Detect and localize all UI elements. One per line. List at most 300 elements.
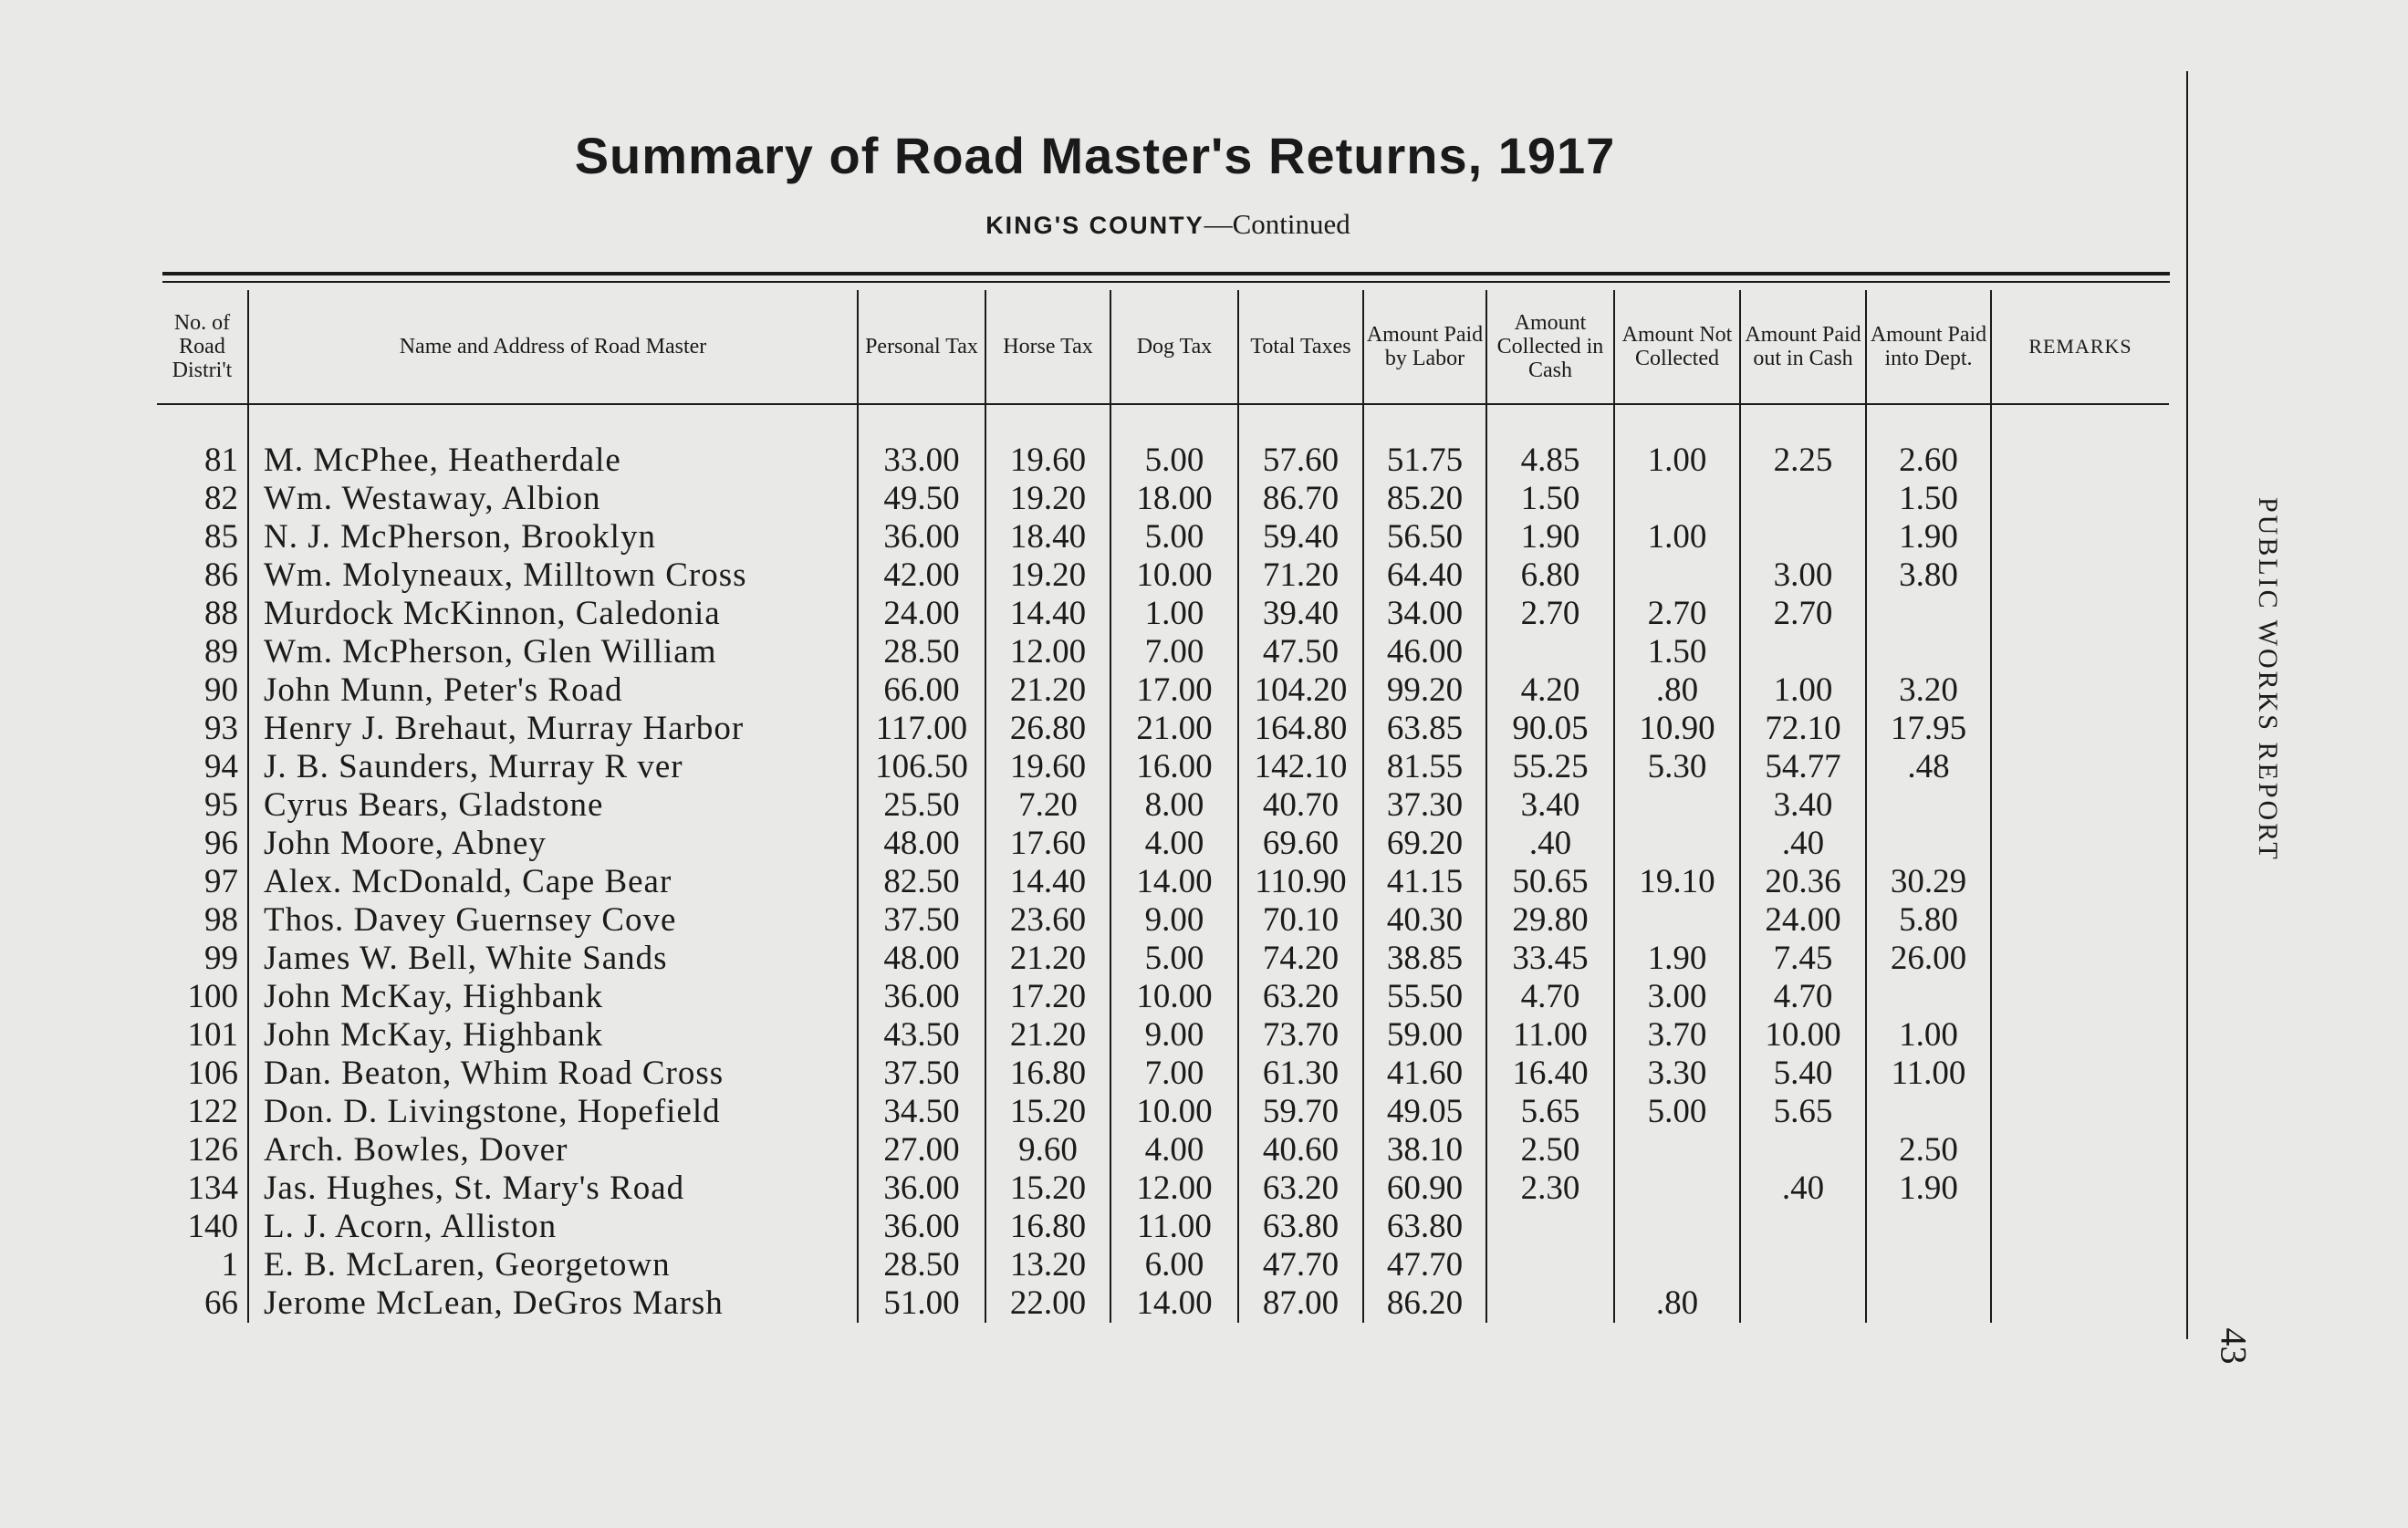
remarks-cell [1991,748,2169,786]
paid-by-labor-cell: 60.90 [1363,1169,1486,1208]
total-taxes-cell: 69.60 [1238,825,1363,863]
horse-tax-cell: 18.40 [985,518,1110,556]
district-number-cell: 90 [204,671,238,709]
horse-tax-cell: 15.20 [985,1093,1110,1131]
paid-out-in-cash-cell: .40 [1740,825,1866,863]
district-number-cell: 95 [204,786,238,824]
table-row [157,595,2169,633]
col-paid-into-dept-header: Amount Paid into Dept. [1866,290,1991,404]
total-taxes-cell: 86.70 [1238,480,1363,518]
horse-tax-cell: 26.80 [985,710,1110,748]
col-personal-tax-header: Personal Tax [858,290,985,404]
not-collected-cell [1614,786,1740,825]
district-number-cell: 82 [204,480,238,517]
table-row [157,1055,2169,1093]
district-number-cell: 134 [187,1169,238,1207]
table-row [157,748,2169,786]
table-row [157,940,2169,978]
total-taxes-cell: 61.30 [1238,1055,1363,1093]
not-collected-cell: 19.10 [1614,863,1740,901]
collected-in-cash-cell: .40 [1486,825,1614,863]
total-taxes-cell: 104.20 [1238,671,1363,710]
district-number-cell: 99 [204,940,238,977]
table-row [157,556,2169,595]
paid-into-dept-cell: 2.60 [1866,404,1991,480]
remarks-cell [1991,518,2169,556]
remarks-cell [1991,786,2169,825]
paid-by-labor-cell: 38.85 [1363,940,1486,978]
remarks-cell [1991,595,2169,633]
paid-into-dept-cell: 3.80 [1866,556,1991,595]
not-collected-cell: 1.00 [1614,518,1740,556]
dog-tax-cell: 18.00 [1110,480,1238,518]
dog-tax-cell: 4.00 [1110,1131,1238,1169]
paid-into-dept-cell: .48 [1866,748,1991,786]
dog-tax-cell: 11.00 [1110,1208,1238,1246]
personal-tax-cell: 36.00 [858,518,985,556]
not-collected-cell: 3.30 [1614,1055,1740,1093]
paid-out-in-cash-cell: 54.77 [1740,748,1866,786]
paid-into-dept-cell: 2.50 [1866,1131,1991,1169]
road-master-cell: Thos. Davey Guernsey Cove [248,901,858,940]
paid-out-in-cash-cell: 3.00 [1740,556,1866,595]
collected-in-cash-cell: 1.90 [1486,518,1614,556]
collected-in-cash-cell: 4.85 [1486,404,1614,480]
total-taxes-cell: 63.20 [1238,978,1363,1016]
collected-in-cash-cell: 5.65 [1486,1093,1614,1131]
paid-by-labor-cell: 34.00 [1363,595,1486,633]
road-master-cell: M. McPhee, Heatherdale [248,404,858,480]
remarks-cell [1991,710,2169,748]
personal-tax-cell: 42.00 [858,556,985,595]
paid-by-labor-cell: 51.75 [1363,404,1486,480]
district-number-cell: 100 [187,978,238,1015]
dog-tax-cell: 7.00 [1110,1055,1238,1093]
road-master-cell: J. B. Saunders, Murray R ver [248,748,858,786]
district-number-cell: 98 [204,901,238,939]
paid-by-labor-cell: 38.10 [1363,1131,1486,1169]
running-header: PUBLIC WORKS REPORT [2253,497,2283,862]
horse-tax-cell: 21.20 [985,671,1110,710]
total-taxes-cell: 63.80 [1238,1208,1363,1246]
road-master-cell: Arch. Bowles, Dover [248,1131,858,1169]
paid-by-labor-cell: 46.00 [1363,633,1486,671]
road-master-cell: John Moore, Abney [248,825,858,863]
collected-in-cash-cell: 1.50 [1486,480,1614,518]
remarks-cell [1991,480,2169,518]
dog-tax-cell: 5.00 [1110,404,1238,480]
total-taxes-cell: 47.50 [1238,633,1363,671]
paid-into-dept-cell [1866,825,1991,863]
margin-rule [2186,71,2188,1339]
remarks-cell [1991,1093,2169,1131]
district-number-cell: 94 [204,748,238,785]
remarks-cell [1991,633,2169,671]
paid-into-dept-cell [1866,978,1991,1016]
header-rule-bottom [162,281,2170,283]
paid-by-labor-cell: 56.50 [1363,518,1486,556]
personal-tax-cell: 25.50 [858,786,985,825]
table-row [157,1016,2169,1055]
road-master-cell: John McKay, Highbank [248,978,858,1016]
table-row [157,1131,2169,1169]
district-number-cell: 88 [204,595,238,632]
dog-tax-cell: 16.00 [1110,748,1238,786]
not-collected-cell: 2.70 [1614,595,1740,633]
horse-tax-cell: 19.20 [985,480,1110,518]
horse-tax-cell: 17.20 [985,978,1110,1016]
horse-tax-cell: 23.60 [985,901,1110,940]
paid-into-dept-cell [1866,1246,1991,1284]
personal-tax-cell: 49.50 [858,480,985,518]
dog-tax-cell: 10.00 [1110,978,1238,1016]
collected-in-cash-cell: 6.80 [1486,556,1614,595]
paid-by-labor-cell: 37.30 [1363,786,1486,825]
paid-out-in-cash-cell [1740,1284,1866,1323]
personal-tax-cell: 106.50 [858,748,985,786]
total-taxes-cell: 142.10 [1238,748,1363,786]
collected-in-cash-cell: 2.70 [1486,595,1614,633]
col-name-header: Name and Address of Road Master [248,290,858,404]
table-row [157,671,2169,710]
paid-into-dept-cell: 1.00 [1866,1016,1991,1055]
horse-tax-cell: 12.00 [985,633,1110,671]
paid-into-dept-cell [1866,595,1991,633]
paid-by-labor-cell: 41.60 [1363,1055,1486,1093]
road-master-cell: John McKay, Highbank [248,1016,858,1055]
personal-tax-cell: 37.50 [858,901,985,940]
personal-tax-cell: 117.00 [858,710,985,748]
dog-tax-cell: 7.00 [1110,633,1238,671]
not-collected-cell: 5.30 [1614,748,1740,786]
table-row [157,786,2169,825]
table-header-row [157,290,2169,404]
col-remarks-header: REMARKS [1991,290,2169,404]
total-taxes-cell: 110.90 [1238,863,1363,901]
road-master-cell: Cyrus Bears, Gladstone [248,786,858,825]
horse-tax-cell: 19.60 [985,748,1110,786]
district-number-cell: 66 [204,1284,238,1322]
personal-tax-cell: 82.50 [858,863,985,901]
dog-tax-cell: 6.00 [1110,1246,1238,1284]
paid-into-dept-cell: 1.90 [1866,1169,1991,1208]
remarks-cell [1991,671,2169,710]
district-number-cell: 81 [204,442,238,479]
paid-by-labor-cell: 99.20 [1363,671,1486,710]
horse-tax-cell: 16.80 [985,1208,1110,1246]
total-taxes-cell: 40.70 [1238,786,1363,825]
col-horse-tax-header: Horse Tax [985,290,1110,404]
not-collected-cell: 1.90 [1614,940,1740,978]
page-subtitle [0,208,2336,241]
district-number-cell: 106 [187,1055,238,1092]
col-collected-cash-header: Amount Collected in Cash [1486,290,1614,404]
personal-tax-cell: 36.00 [858,978,985,1016]
road-master-cell: John Munn, Peter's Road [248,671,858,710]
collected-in-cash-cell: 50.65 [1486,863,1614,901]
road-master-cell: N. J. McPherson, Brooklyn [248,518,858,556]
collected-in-cash-cell: 55.25 [1486,748,1614,786]
not-collected-cell: 3.00 [1614,978,1740,1016]
collected-in-cash-cell: 4.70 [1486,978,1614,1016]
table-row [157,901,2169,940]
table-row [157,978,2169,1016]
paid-out-in-cash-cell: 1.00 [1740,671,1866,710]
personal-tax-cell: 33.00 [858,404,985,480]
table-row [157,404,2169,480]
not-collected-cell [1614,480,1740,518]
paid-by-labor-cell: 55.50 [1363,978,1486,1016]
paid-out-in-cash-cell: 72.10 [1740,710,1866,748]
horse-tax-cell: 9.60 [985,1131,1110,1169]
personal-tax-cell: 48.00 [858,825,985,863]
paid-by-labor-cell: 81.55 [1363,748,1486,786]
remarks-cell [1991,1208,2169,1246]
collected-in-cash-cell: 90.05 [1486,710,1614,748]
horse-tax-cell: 19.20 [985,556,1110,595]
paid-into-dept-cell: 11.00 [1866,1055,1991,1093]
dog-tax-cell: 9.00 [1110,901,1238,940]
paid-by-labor-cell: 47.70 [1363,1246,1486,1284]
district-number-cell: 85 [204,518,238,556]
col-dog-tax-header: Dog Tax [1110,290,1238,404]
road-master-cell: L. J. Acorn, Alliston [248,1208,858,1246]
paid-by-labor-cell: 64.40 [1363,556,1486,595]
paid-out-in-cash-cell [1740,633,1866,671]
table-row [157,863,2169,901]
personal-tax-cell: 66.00 [858,671,985,710]
collected-in-cash-cell: 2.50 [1486,1131,1614,1169]
road-master-cell: Jas. Hughes, St. Mary's Road [248,1169,858,1208]
paid-out-in-cash-cell: 24.00 [1740,901,1866,940]
district-number-cell: 101 [187,1016,238,1054]
horse-tax-cell: 21.20 [985,940,1110,978]
paid-by-labor-cell: 63.80 [1363,1208,1486,1246]
road-master-cell: Wm. McPherson, Glen William [248,633,858,671]
collected-in-cash-cell [1486,1246,1614,1284]
remarks-cell [1991,1131,2169,1169]
road-master-cell: James W. Bell, White Sands [248,940,858,978]
road-master-cell: Wm. Molyneaux, Milltown Cross [248,556,858,595]
district-number-cell: 96 [204,825,238,862]
total-taxes-cell: 87.00 [1238,1284,1363,1323]
not-collected-cell: .80 [1614,671,1740,710]
paid-into-dept-cell [1866,1093,1991,1131]
dog-tax-cell: 14.00 [1110,1284,1238,1323]
paid-by-labor-cell: 40.30 [1363,901,1486,940]
dog-tax-cell: 5.00 [1110,518,1238,556]
paid-by-labor-cell: 49.05 [1363,1093,1486,1131]
not-collected-cell: 1.00 [1614,404,1740,480]
paid-out-in-cash-cell: .40 [1740,1169,1866,1208]
road-master-cell: Don. D. Livingstone, Hopefield [248,1093,858,1131]
remarks-cell [1991,863,2169,901]
paid-out-in-cash-cell [1740,1246,1866,1284]
district-number-cell: 122 [187,1093,238,1130]
personal-tax-cell: 48.00 [858,940,985,978]
table-row [157,1169,2169,1208]
road-master-cell: Jerome McLean, DeGros Marsh [248,1284,858,1323]
not-collected-cell: 10.90 [1614,710,1740,748]
header-rule-top [162,272,2170,275]
total-taxes-cell: 164.80 [1238,710,1363,748]
dog-tax-cell: 4.00 [1110,825,1238,863]
collected-in-cash-cell: 16.40 [1486,1055,1614,1093]
horse-tax-cell: 15.20 [985,1169,1110,1208]
dog-tax-cell: 14.00 [1110,863,1238,901]
not-collected-cell [1614,825,1740,863]
total-taxes-cell: 47.70 [1238,1246,1363,1284]
personal-tax-cell: 27.00 [858,1131,985,1169]
road-master-cell: Wm. Westaway, Albion [248,480,858,518]
total-taxes-cell: 70.10 [1238,901,1363,940]
personal-tax-cell: 36.00 [858,1169,985,1208]
paid-by-labor-cell: 85.20 [1363,480,1486,518]
col-paid-by-labor-header: Amount Paid by Labor [1363,290,1486,404]
personal-tax-cell: 24.00 [858,595,985,633]
paid-into-dept-cell: 26.00 [1866,940,1991,978]
personal-tax-cell: 34.50 [858,1093,985,1131]
not-collected-cell [1614,901,1740,940]
dog-tax-cell: 12.00 [1110,1169,1238,1208]
paid-out-in-cash-cell [1740,518,1866,556]
horse-tax-cell: 19.60 [985,404,1110,480]
horse-tax-cell: 22.00 [985,1284,1110,1323]
table-row [157,518,2169,556]
collected-in-cash-cell: 4.20 [1486,671,1614,710]
col-total-taxes-header: Total Taxes [1238,290,1363,404]
dog-tax-cell: 10.00 [1110,1093,1238,1131]
total-taxes-cell: 39.40 [1238,595,1363,633]
paid-by-labor-cell: 59.00 [1363,1016,1486,1055]
district-number-cell: 89 [204,633,238,670]
collected-in-cash-cell [1486,1208,1614,1246]
dog-tax-cell: 10.00 [1110,556,1238,595]
table-body [157,404,2169,1323]
total-taxes-cell: 59.70 [1238,1093,1363,1131]
road-master-cell: Henry J. Brehaut, Murray Harbor [248,710,858,748]
col-not-collected-header: Amount Not Collected [1614,290,1740,404]
paid-out-in-cash-cell [1740,480,1866,518]
not-collected-cell [1614,1208,1740,1246]
paid-out-in-cash-cell: 3.40 [1740,786,1866,825]
district-number-cell: 97 [204,863,238,900]
table-row [157,1093,2169,1131]
personal-tax-cell: 37.50 [858,1055,985,1093]
collected-in-cash-cell [1486,633,1614,671]
paid-by-labor-cell: 69.20 [1363,825,1486,863]
paid-into-dept-cell [1866,633,1991,671]
dog-tax-cell: 8.00 [1110,786,1238,825]
road-master-cell: Murdock McKinnon, Caledonia [248,595,858,633]
dog-tax-cell: 9.00 [1110,1016,1238,1055]
paid-out-in-cash-cell [1740,1208,1866,1246]
district-number-cell: 93 [204,710,238,747]
table-row [157,480,2169,518]
paid-into-dept-cell: 5.80 [1866,901,1991,940]
remarks-cell [1991,1246,2169,1284]
paid-out-in-cash-cell: 7.45 [1740,940,1866,978]
collected-in-cash-cell: 29.80 [1486,901,1614,940]
district-number-cell: 86 [204,556,238,594]
district-number-cell: 1 [221,1246,238,1284]
remarks-cell [1991,825,2169,863]
paid-into-dept-cell: 30.29 [1866,863,1991,901]
personal-tax-cell: 51.00 [858,1284,985,1323]
collected-in-cash-cell [1486,1284,1614,1323]
total-taxes-cell: 59.40 [1238,518,1363,556]
paid-out-in-cash-cell: 5.40 [1740,1055,1866,1093]
total-taxes-cell: 57.60 [1238,404,1363,480]
horse-tax-cell: 13.20 [985,1246,1110,1284]
table-row [157,825,2169,863]
paid-into-dept-cell [1866,1284,1991,1323]
remarks-cell [1991,1055,2169,1093]
paid-out-in-cash-cell: 20.36 [1740,863,1866,901]
road-master-cell: Dan. Beaton, Whim Road Cross [248,1055,858,1093]
returns-table [157,290,2169,1323]
horse-tax-cell: 17.60 [985,825,1110,863]
personal-tax-cell: 28.50 [858,633,985,671]
total-taxes-cell: 73.70 [1238,1016,1363,1055]
paid-out-in-cash-cell: 4.70 [1740,978,1866,1016]
paid-out-in-cash-cell [1740,1131,1866,1169]
paid-into-dept-cell [1866,786,1991,825]
page-title: Summary of Road Master's Returns, 1917 [574,127,1616,184]
table-row [157,1208,2169,1246]
col-paid-out-cash-header: Amount Paid out in Cash [1740,290,1866,404]
remarks-cell [1991,1016,2169,1055]
dog-tax-cell: 17.00 [1110,671,1238,710]
county-name: KING'S COUNTY [985,212,1204,239]
personal-tax-cell: 36.00 [858,1208,985,1246]
not-collected-cell [1614,556,1740,595]
paid-out-in-cash-cell: 5.65 [1740,1093,1866,1131]
continued-label: —Continued [1204,208,1350,240]
table-row [157,633,2169,671]
horse-tax-cell: 21.20 [985,1016,1110,1055]
paid-out-in-cash-cell: 10.00 [1740,1016,1866,1055]
personal-tax-cell: 43.50 [858,1016,985,1055]
col-district-header: No. of Road Distri't [157,290,248,404]
total-taxes-cell: 74.20 [1238,940,1363,978]
total-taxes-cell: 71.20 [1238,556,1363,595]
table-row [157,1246,2169,1284]
paid-into-dept-cell: 1.50 [1866,480,1991,518]
total-taxes-cell: 40.60 [1238,1131,1363,1169]
total-taxes-cell: 63.20 [1238,1169,1363,1208]
remarks-cell [1991,556,2169,595]
not-collected-cell [1614,1131,1740,1169]
paid-by-labor-cell: 86.20 [1363,1284,1486,1323]
remarks-cell [1991,1284,2169,1323]
road-master-cell: Alex. McDonald, Cape Bear [248,863,858,901]
paid-into-dept-cell: 17.95 [1866,710,1991,748]
paid-into-dept-cell [1866,1208,1991,1246]
paid-by-labor-cell: 41.15 [1363,863,1486,901]
paid-out-in-cash-cell: 2.25 [1740,404,1866,480]
not-collected-cell [1614,1169,1740,1208]
personal-tax-cell: 28.50 [858,1246,985,1284]
page-number: 43 [2213,1327,2255,1365]
remarks-cell [1991,940,2169,978]
table-row [157,710,2169,748]
table-row [157,1284,2169,1323]
horse-tax-cell: 14.40 [985,863,1110,901]
paid-into-dept-cell: 3.20 [1866,671,1991,710]
road-master-cell: E. B. McLaren, Georgetown [248,1246,858,1284]
remarks-cell [1991,901,2169,940]
